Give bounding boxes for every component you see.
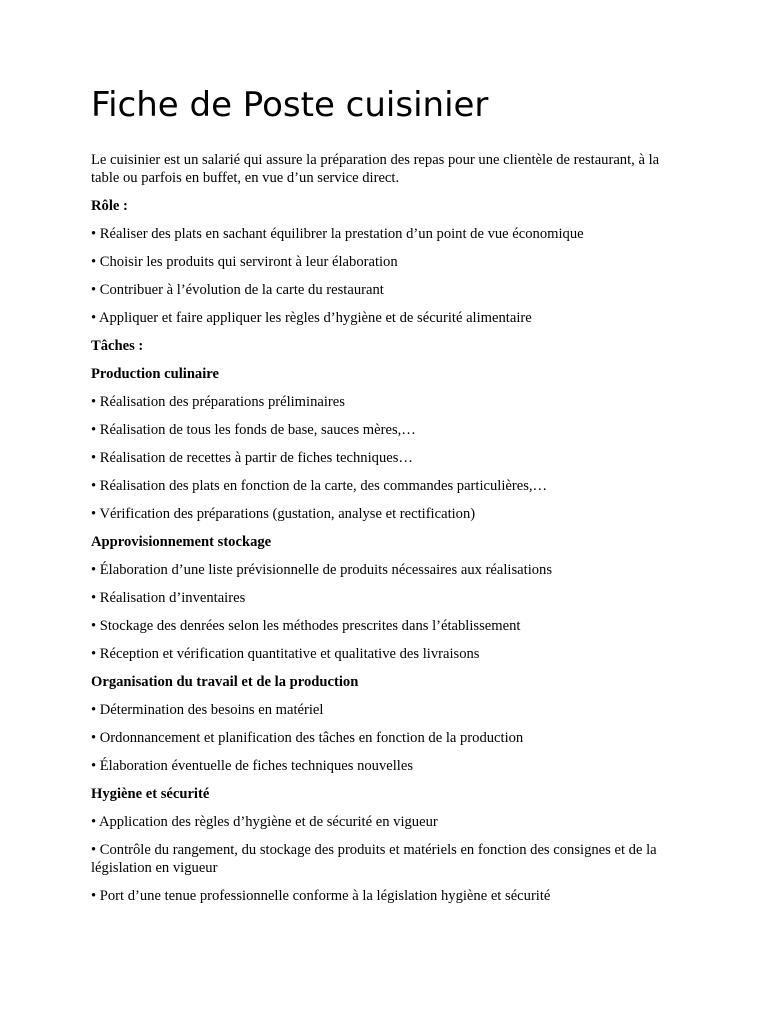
section-heading-organisation: Organisation du travail et de la production — [91, 674, 359, 690]
task-item: • Ordonnancement et planification des tâches en fonction de la production — [91, 730, 524, 746]
task-item: • Contrôle du rangement, du stockage des produits et matériels en fonction des consignes et de la législation en vigueur — [91, 842, 657, 876]
task-item: • Élaboration éventuelle de fiches techniques nouvelles — [91, 758, 414, 774]
role-heading: Rôle : — [91, 198, 128, 214]
task-item: • Application des règles d’hygiène et de sécurité en vigueur — [91, 814, 438, 830]
task-item: • Vérification des préparations (gustation, analyse et rectification) — [91, 506, 476, 522]
task-item: • Réception et vérification quantitative et qualitative des livraisons — [91, 646, 480, 662]
task-item: • Réalisation des plats en fonction de la carte, des commandes particulières,… — [91, 478, 548, 494]
role-item: • Réaliser des plats en sachant équilibrer la prestation d’un point de vue économique — [91, 226, 584, 242]
task-item: • Port d’une tenue professionnelle conforme à la législation hygiène et sécurité — [91, 888, 551, 904]
role-item: • Appliquer et faire appliquer les règles d’hygiène et de sécurité alimentaire — [91, 310, 532, 326]
intro-paragraph: Le cuisinier est un salarié qui assure la préparation des repas pour une clientèle de restaurant, à la table ou parfois en buffet, en vue d’un service direct. — [91, 152, 660, 186]
section-heading-hygiene: Hygiène et sécurité — [91, 786, 210, 802]
role-item: • Contribuer à l’évolution de la carte du restaurant — [91, 282, 384, 298]
role-item: • Choisir les produits qui serviront à leur élaboration — [91, 254, 398, 270]
taches-heading: Tâches : — [91, 338, 144, 354]
task-item: • Élaboration d’une liste prévisionnelle de produits nécessaires aux réalisations — [91, 562, 553, 578]
task-item: • Réalisation de recettes à partir de fiches techniques… — [91, 450, 413, 466]
document-title: Fiche de Poste cuisinier — [91, 85, 489, 125]
document-body — [91, 151, 686, 915]
section-heading-production: Production culinaire — [91, 366, 219, 382]
task-item: • Détermination des besoins en matériel — [91, 702, 324, 718]
task-item: • Réalisation des préparations préliminaires — [91, 394, 345, 410]
task-item: • Réalisation d’inventaires — [91, 590, 246, 606]
task-item: • Réalisation de tous les fonds de base, sauces mères,… — [91, 422, 416, 438]
task-item: • Stockage des denrées selon les méthodes prescrites dans l’établissement — [91, 618, 521, 634]
section-heading-approvisionnement: Approvisionnement stockage — [91, 534, 272, 550]
